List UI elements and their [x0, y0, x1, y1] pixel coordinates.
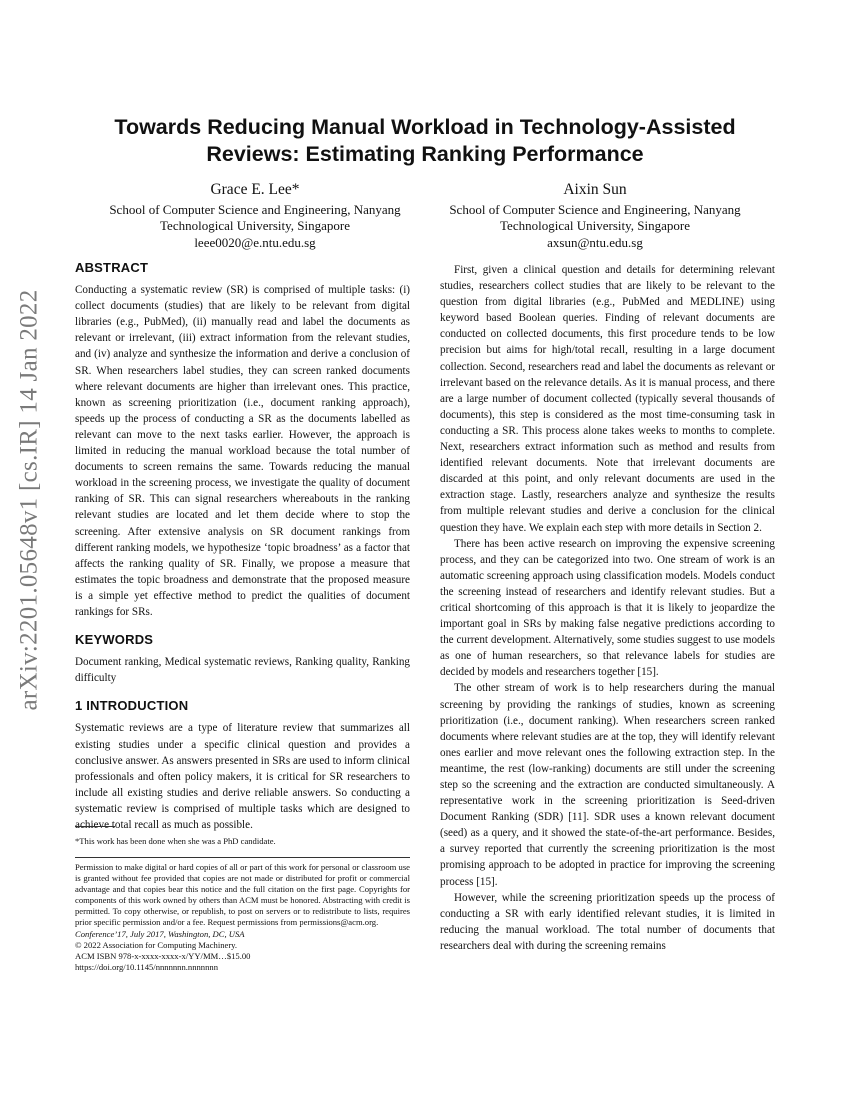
right-column: [440, 262, 775, 954]
arxiv-sidebar-stamp: [2, 289, 58, 711]
abstract-heading: ABSTRACT: [75, 260, 149, 275]
author-name: Aixin Sun: [563, 181, 627, 198]
paper-title: Towards Reducing Manual Workload in Technology-Assisted Reviews: Estimating Ranking Performance: [114, 115, 736, 166]
author-block-1: [85, 182, 425, 251]
body-paragraph: The other stream of work is to help researchers during the manual screening by providing the rankings of studies, known as screening prioritization (i.e., document ranking). When researchers screen ranked documents where relevant studies are at the top, they will identify relevant ones earlier and move relevant ones the following extraction step. In the meantime, the rest (low-ranking) documents are still under the screening step so the screening and the extraction are conducted simultaneously. A representative work in the screening prioritization is Seed-driven Document Ranking (SDR) [11]. SDR uses a known relevant document (seed) as a query, and it showed the state-of-the-art performance. Besides, a survey reported that currently the screening prioritization is the most promising approach to be adopted in practice for improving the screening process [15].: [440, 682, 775, 888]
keywords-heading: KEYWORDS: [75, 632, 154, 648]
author-email[interactable]: leee0020@e.ntu.edu.sg: [194, 234, 316, 250]
permission-divider: [75, 857, 410, 858]
author-name: Grace E. Lee*: [210, 181, 300, 198]
conference-line: Conference’17, July 2017, Washington, DC, USA: [75, 928, 245, 939]
author-affiliation: Technological University, Singapore: [500, 218, 690, 233]
body-paragraph: However, while the screening prioritization speeds up the process of conducting a SR with early identified relevant studies, it is limited in reducing the manual workload. The total number of documents that researchers deal with during the screening remains: [440, 891, 775, 952]
introduction-text: Systematic reviews are a type of literature review that summarizes all existing studies under a specific clinical question and provides a conclusive answer. As answers presented in SRs are used to inform clinical professionals and often policy makers, it is critical for SR researchers to include all existing studies and derive reliable answers. So conducting a systematic review is comprised of multiple tasks which are designed to achieve total recall as much as possible.: [75, 722, 410, 831]
author-email[interactable]: axsun@ntu.edu.sg: [547, 234, 643, 250]
left-column: [75, 260, 410, 833]
copyright-line: © 2022 Association for Computing Machinery.: [75, 939, 238, 950]
author-affiliation: School of Computer Science and Engineering, Nanyang: [109, 201, 401, 217]
author-affiliation: Technological University, Singapore: [160, 218, 350, 233]
author-affiliation: School of Computer Science and Engineering, Nanyang: [449, 201, 741, 217]
arxiv-identifier: arXiv:2201.05648v1 [cs.IR] 14 Jan 2022: [16, 289, 44, 711]
author-footnote: *This work has been done when she was a PhD candidate.: [75, 836, 276, 846]
footnote-divider: [75, 826, 115, 827]
body-paragraph: First, given a clinical question and details for determining relevant studies, researchers collect studies that are likely to be relevant to the question from digital libraries (e.g., PubMed and MEDLINE) using keyword based Boolean queries. Finding of relevant documents are conducted on collected documents, this first procedure tends to be low precision but aims for high/total recall, resulting in a large document collection. Second, researchers read and label the documents as relevant or irrelevant based on the relevance details. As it is manual process, and there are a large number of document collected (typically several thousands of documents), this step is considered as the most time-consuming task in conducting a SR. This process alone takes weeks to months to complete. Next, researchers extract information such as method and results from identified relevant documents. Note that irrelevant documents are discarded at this point, and only relevant documents are used in the extraction stage. Lastly, researchers analyze and synthesize the results from multiple relevant studies and derive a conclusion for the clinical question they have. We explain each step with more details in Section 2.: [440, 264, 775, 534]
permission-block: [75, 862, 410, 973]
permission-text: Permission to make digital or hard copies of all or part of this work for personal or classroom use is granted without fee provided that copies are not made or distributed for profit or commercial advantage and that copies bear this notice and the full citation on the first page. Copyrights for components of this work owned by others than ACM must be honored. Abstracting with credit is permitted. To copy otherwise, or republish, to post on servers or to redistribute to lists, requires prior specific permission and/or a fee. Request permissions from permissions@acm.org.: [75, 862, 410, 928]
author-block-2: [425, 182, 765, 251]
keywords-text: Document ranking, Medical systematic reviews, Ranking quality, Ranking difficulty: [75, 656, 410, 685]
doi-link[interactable]: https://doi.org/10.1145/nnnnnnn.nnnnnnn: [75, 961, 218, 972]
abstract-text: Conducting a systematic review (SR) is comprised of multiple tasks: (i) collect documents (studies) that are likely to be relevant from digital libraries (e.g., PubMed), (ii) manually read and label the documents as relevant or irrelevant, (iii) extract information from the relevant studies, and (iv) analyze and synthesize the information and derive a conclusion of SR. When researchers label studies, they can screen ranked documents where relevant documents are higher than irrelevant ones. This practice, known as screening prioritization (i.e., document ranking approach), speeds up the process of conducting a SR as the documents labelled as relevant can move to the next tasks earlier. However, the approach is limited in reducing the manual workload because the total number of documents to screen remains the same. Towards reducing the manual workload in the screening process, we investigate the quality of document ranking of SR. This can signal researchers whereabouts in the ranking relevant studies are located and let them decide where to stop the screening. After extensive analysis on SR document rankings from different ranking models, we hypothesize ‘topic broadness’ as a factor that affects the ranking quality of SR. Finally, we propose a measure that estimates the topic broadness and demonstrate that the proposed measure is a simple yet effective method to predict the qualities of document rankings for SRs.: [75, 284, 410, 618]
body-paragraph: There has been active research on improving the expensive screening process, and they can be categorized into two. One stream of work is an automatic screening approach using classification models. Models conduct the screening instead of researchers and identify relevant studies. But a critical shortcoming of this approach is that it is likely to jeopardize the important goal in SRs by making false negative predictions according to the current development. Alternatively, some studies suggest to use models as one of human researchers, so that relevance labels for studies are decided by models and researchers together [15].: [440, 537, 775, 679]
introduction-heading: 1 INTRODUCTION: [75, 698, 189, 714]
isbn-line: ACM ISBN 978-x-xxxx-xxxx-x/YY/MM…$15.00: [75, 950, 251, 961]
